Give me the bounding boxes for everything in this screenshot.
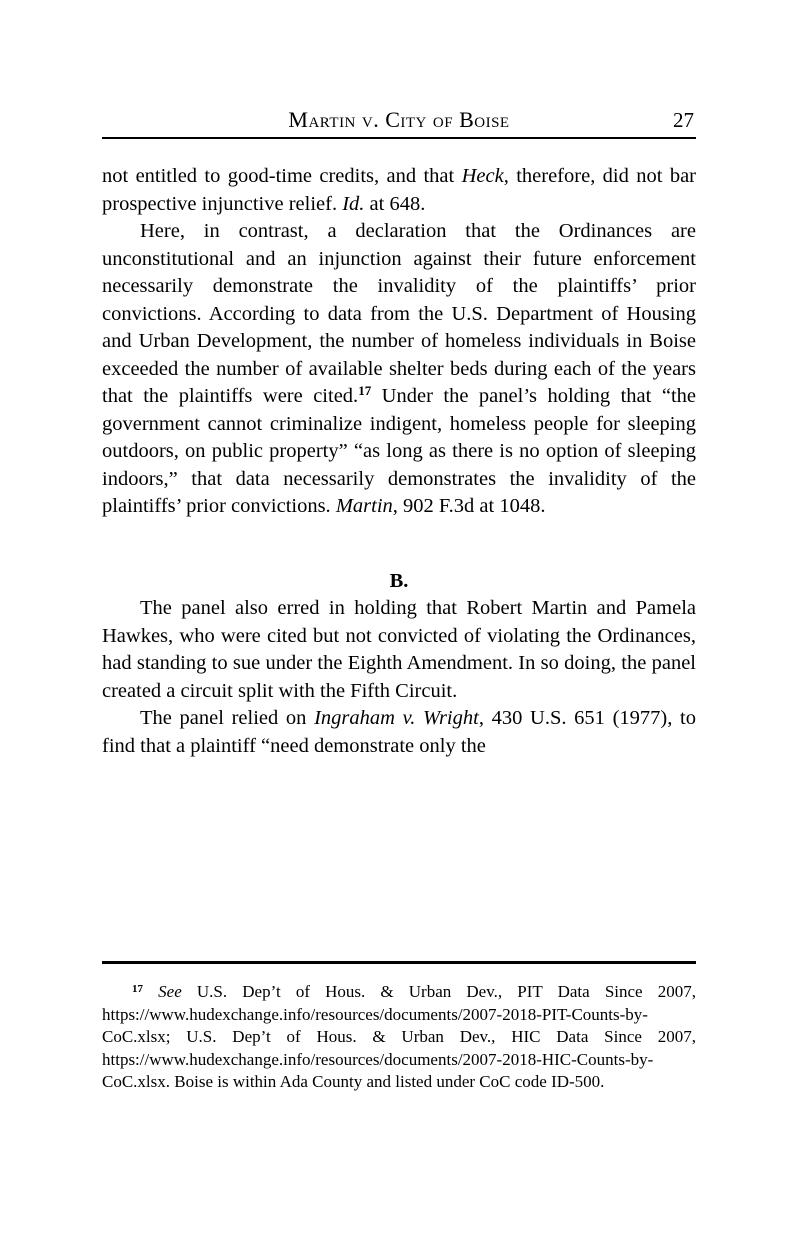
footnote-text: U.S. Dep’t of Hous. & Urban Dev., PIT Data Since 2007, https://www.hudexchange.info/resources/documents/2007-2018-PIT-Counts-by-CoC.xlsx; U.S. Dep’t of Hous. & Urban Dev., HIC Data Since 2007, https://www.hudexchange.info/resources/documents/2007-2018-HIC-Counts-by-CoC.xlsx. Boise is within Ada County and listed under CoC code ID-500.: [102, 982, 697, 1091]
page-number: 27: [673, 108, 694, 132]
page-header: [102, 108, 696, 139]
footnote-section: [102, 961, 696, 1094]
body-text: The panel relied on: [140, 707, 315, 729]
body-text: Under the panel’s holding that “the government cannot criminalize indigent, homeless people for sleeping outdoors, on public property” “as long as there is no option of sleeping indoors,” that data necessarily demonstrates the invalidity of the plaintiffs’ prior convictions.: [102, 385, 696, 517]
case-citation: Heck: [461, 165, 504, 187]
paragraph: [102, 595, 696, 705]
case-citation: Martin: [335, 495, 393, 517]
body-text: The panel also erred in holding that Robert Martin and Pamela Hawkes, who were cited but not convicted of violating the Ordinances, had standing to sue under the Eighth Amendment. In so doing, the panel created a circuit split with the Fifth Circuit.: [102, 597, 696, 702]
opinion-body: [102, 163, 696, 760]
body-text: not entitled to good-time credits, and that: [102, 165, 462, 187]
case-citation: Id.: [342, 192, 365, 215]
body-text: at 648.: [364, 192, 426, 215]
body-text: , therefore, did not bar prospective injunctive relief.: [102, 165, 696, 215]
footnote-ref-17: 17: [358, 383, 372, 398]
body-text: , 902 F.3d at 1048.: [392, 495, 546, 517]
footnote-17: [102, 981, 696, 1094]
paragraph-continuation: [102, 163, 696, 218]
case-citation: Ingraham v. Wright: [314, 707, 479, 729]
case-title: Martin v. City of Boise: [288, 107, 510, 132]
section-heading-b: B.: [389, 569, 409, 592]
footnote-marker-17: 17: [132, 983, 143, 995]
paragraph: [102, 705, 696, 760]
paragraph: [102, 218, 696, 521]
see-signal: See: [158, 982, 182, 1001]
body-text: , 430 U.S. 651 (1977), to find that a plaintiff “need demonstrate only the: [102, 707, 696, 757]
body-text: Here, in contrast, a declaration that the Ordinances are unconstitutional and an injunction against their future enforcement necessarily demonstrate the invalidity of the plaintiffs’ prior convictions. According to data from the U.S. Department of Housing and Urban Development, the number of homeless individuals in Boise exceeded the number of available shelter beds during each of the years that the plaintiffs were cited.: [102, 220, 696, 407]
